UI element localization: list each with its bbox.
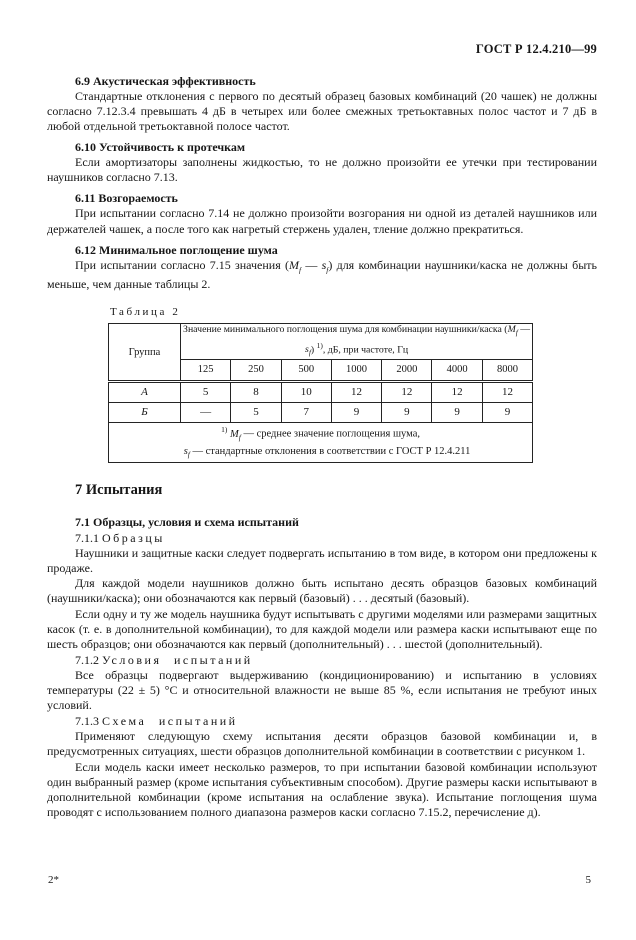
table-2 <box>108 323 533 463</box>
table-row-a <box>109 382 533 403</box>
section-6-9-paragraph: Стандартные отклонения с первого по десятый образец базовых комбинаций (20 чашек) не должны согласно 7.12.3.4 превышать 4 дБ в четырех или более смежных третьоктавных полос частот и 7 дБ в любой отдельной третьоктавной полосе частот. <box>47 89 597 134</box>
table-footnote-row <box>109 423 533 463</box>
section-7-1-2-paragraph-1: Все образцы подвергают выдерживанию (кондиционированию) и испытанию в условиях температуры (22 ± 5) °С и относительной влажности не выше 85 %, если испытания не требуют иных условий. <box>47 667 597 713</box>
section-7-1-1-paragraph-1: Наушники и защитные каски следует подвергать испытанию в том виде, в котором они предложены к продаже. <box>47 546 597 576</box>
section-6-10-heading: 6.10 Устойчивость к протечкам <box>75 140 246 155</box>
section-7-1-3-paragraph-1: Применяют следующую схему испытания десяти образцов базовой комбинации и, в предусмотренных ситуациях, шести образцов дополнительной комбинации в соответствии с рисунком 1. <box>47 729 597 759</box>
section-7-1-2-heading <box>47 653 597 668</box>
clause-title: Условия испытаний <box>102 652 253 667</box>
page-footer <box>48 874 591 886</box>
value-cell: 12 <box>482 382 532 403</box>
section-7-1-heading: 7.1 Образцы, условия и схема испытаний <box>75 515 299 530</box>
clause-number: 7.1.1 <box>75 531 99 546</box>
value-cell: 8 <box>231 382 281 403</box>
freq-cell: 250 <box>231 360 281 382</box>
value-cell: 9 <box>331 403 381 423</box>
section-6-10-paragraph: Если амортизаторы заполнены жидкостью, то не должно произойти ее утечки при тестировании наушников согласно 7.13. <box>47 155 597 185</box>
table-2-block <box>108 306 532 463</box>
section-6-11-paragraph: При испытании согласно 7.14 не должно произойти возгорания ни одной из деталей наушников или держателей чашек, а после того как нагретый стержень удален, тление должно прекратиться. <box>47 206 597 236</box>
table-2-label: Таблица 2 <box>110 306 181 319</box>
group-cell: Б <box>109 403 181 423</box>
freq-cell: 500 <box>281 360 331 382</box>
section-6-9-heading: 6.9 Акустическая эффективность <box>75 74 256 88</box>
value-cell: 9 <box>432 403 482 423</box>
section-6-11-heading: 6.11 Возгораемость <box>75 191 178 206</box>
document-page <box>0 42 636 940</box>
freq-cell: 125 <box>181 360 231 382</box>
value-cell: 12 <box>382 382 432 403</box>
freq-cell: 8000 <box>482 360 532 382</box>
section-7-heading: 7 Испытания <box>75 482 163 499</box>
page-number: 5 <box>585 874 591 886</box>
value-cell: 5 <box>181 382 231 403</box>
footnote-line-1: $^{1)}$ $M_f$ — среднее значение поглощения шума, <box>221 425 421 442</box>
value-cell: 9 <box>382 403 432 423</box>
table-group-header: Группа <box>109 324 181 382</box>
clause-title: Схема испытаний <box>102 714 238 729</box>
section-7-1-1-paragraph-3: Если одну и ту же модель наушника будут испытывать с другими моделями или размерами защитных касок (т. е. в дополнительной комбинации), то для каждой модели или размера каски испытывают еще по шесть образцов; они обозначаются как первый (дополнительный) . . . шестой (дополнительный). <box>47 606 597 651</box>
freq-cell: 1000 <box>331 360 381 382</box>
value-cell: 10 <box>281 382 331 403</box>
signature-mark: 2* <box>48 874 59 886</box>
value-cell: 9 <box>482 403 532 423</box>
section-7-1-1-paragraph-2: Для каждой модели наушников должно быть испытано десять образцов базовых комбинаций (наушники/каска); они обозначаются как первый (базовый) . . . десятый (базовый). <box>47 576 597 606</box>
document-content <box>47 74 597 820</box>
section-7-1-1-heading <box>47 531 597 546</box>
clause-number: 7.1.2 <box>75 652 99 667</box>
section-7-1-3-heading <box>47 714 597 729</box>
value-cell: 5 <box>231 403 281 423</box>
group-cell: А <box>109 382 181 403</box>
table-footnote <box>109 423 533 463</box>
value-cell: 7 <box>281 403 331 423</box>
value-cell: 12 <box>432 382 482 403</box>
table-row-b <box>109 403 533 423</box>
section-6-12-heading: 6.12 Минимальное поглощение шума <box>75 242 278 257</box>
clause-title: Образцы <box>102 531 165 546</box>
freq-cell: 4000 <box>432 360 482 382</box>
footnote-line-2: $s_f$ — стандартные отклонения в соответствии с ГОСТ Р 12.4.211 <box>183 446 471 460</box>
doc-number: ГОСТ Р 12.4.210—99 <box>475 42 597 56</box>
table-value-header: Значение минимального поглощения шума для комбинации наушники/каска ($M_f$ — $s_f$) $^{1)}$, дБ, при частоте, Гц <box>181 324 533 360</box>
value-cell: — <box>181 403 231 423</box>
freq-cell: 2000 <box>382 360 432 382</box>
clause-number: 7.1.3 <box>75 714 99 729</box>
section-6-12-paragraph: При испытании согласно 7.15 значения ($M_f$ — $s_f$) для комбинации наушники/каска не должны быть меньше, чем данные таблицы 2. <box>47 257 598 292</box>
value-cell: 12 <box>331 382 381 403</box>
section-7-1-3-paragraph-2: Если модель каски имеет несколько размеров, то при испытании базовой комбинации используют один выбранный размер (кроме испытания субъективным способом). Другие размеры каски испытывают в дополнительной комбинации (кроме испытания на ослабление звука). Испытание поглощения шума проводят с использованием полного диапазона размеров каски согласно 7.15.2, перечисление д). <box>47 759 597 819</box>
